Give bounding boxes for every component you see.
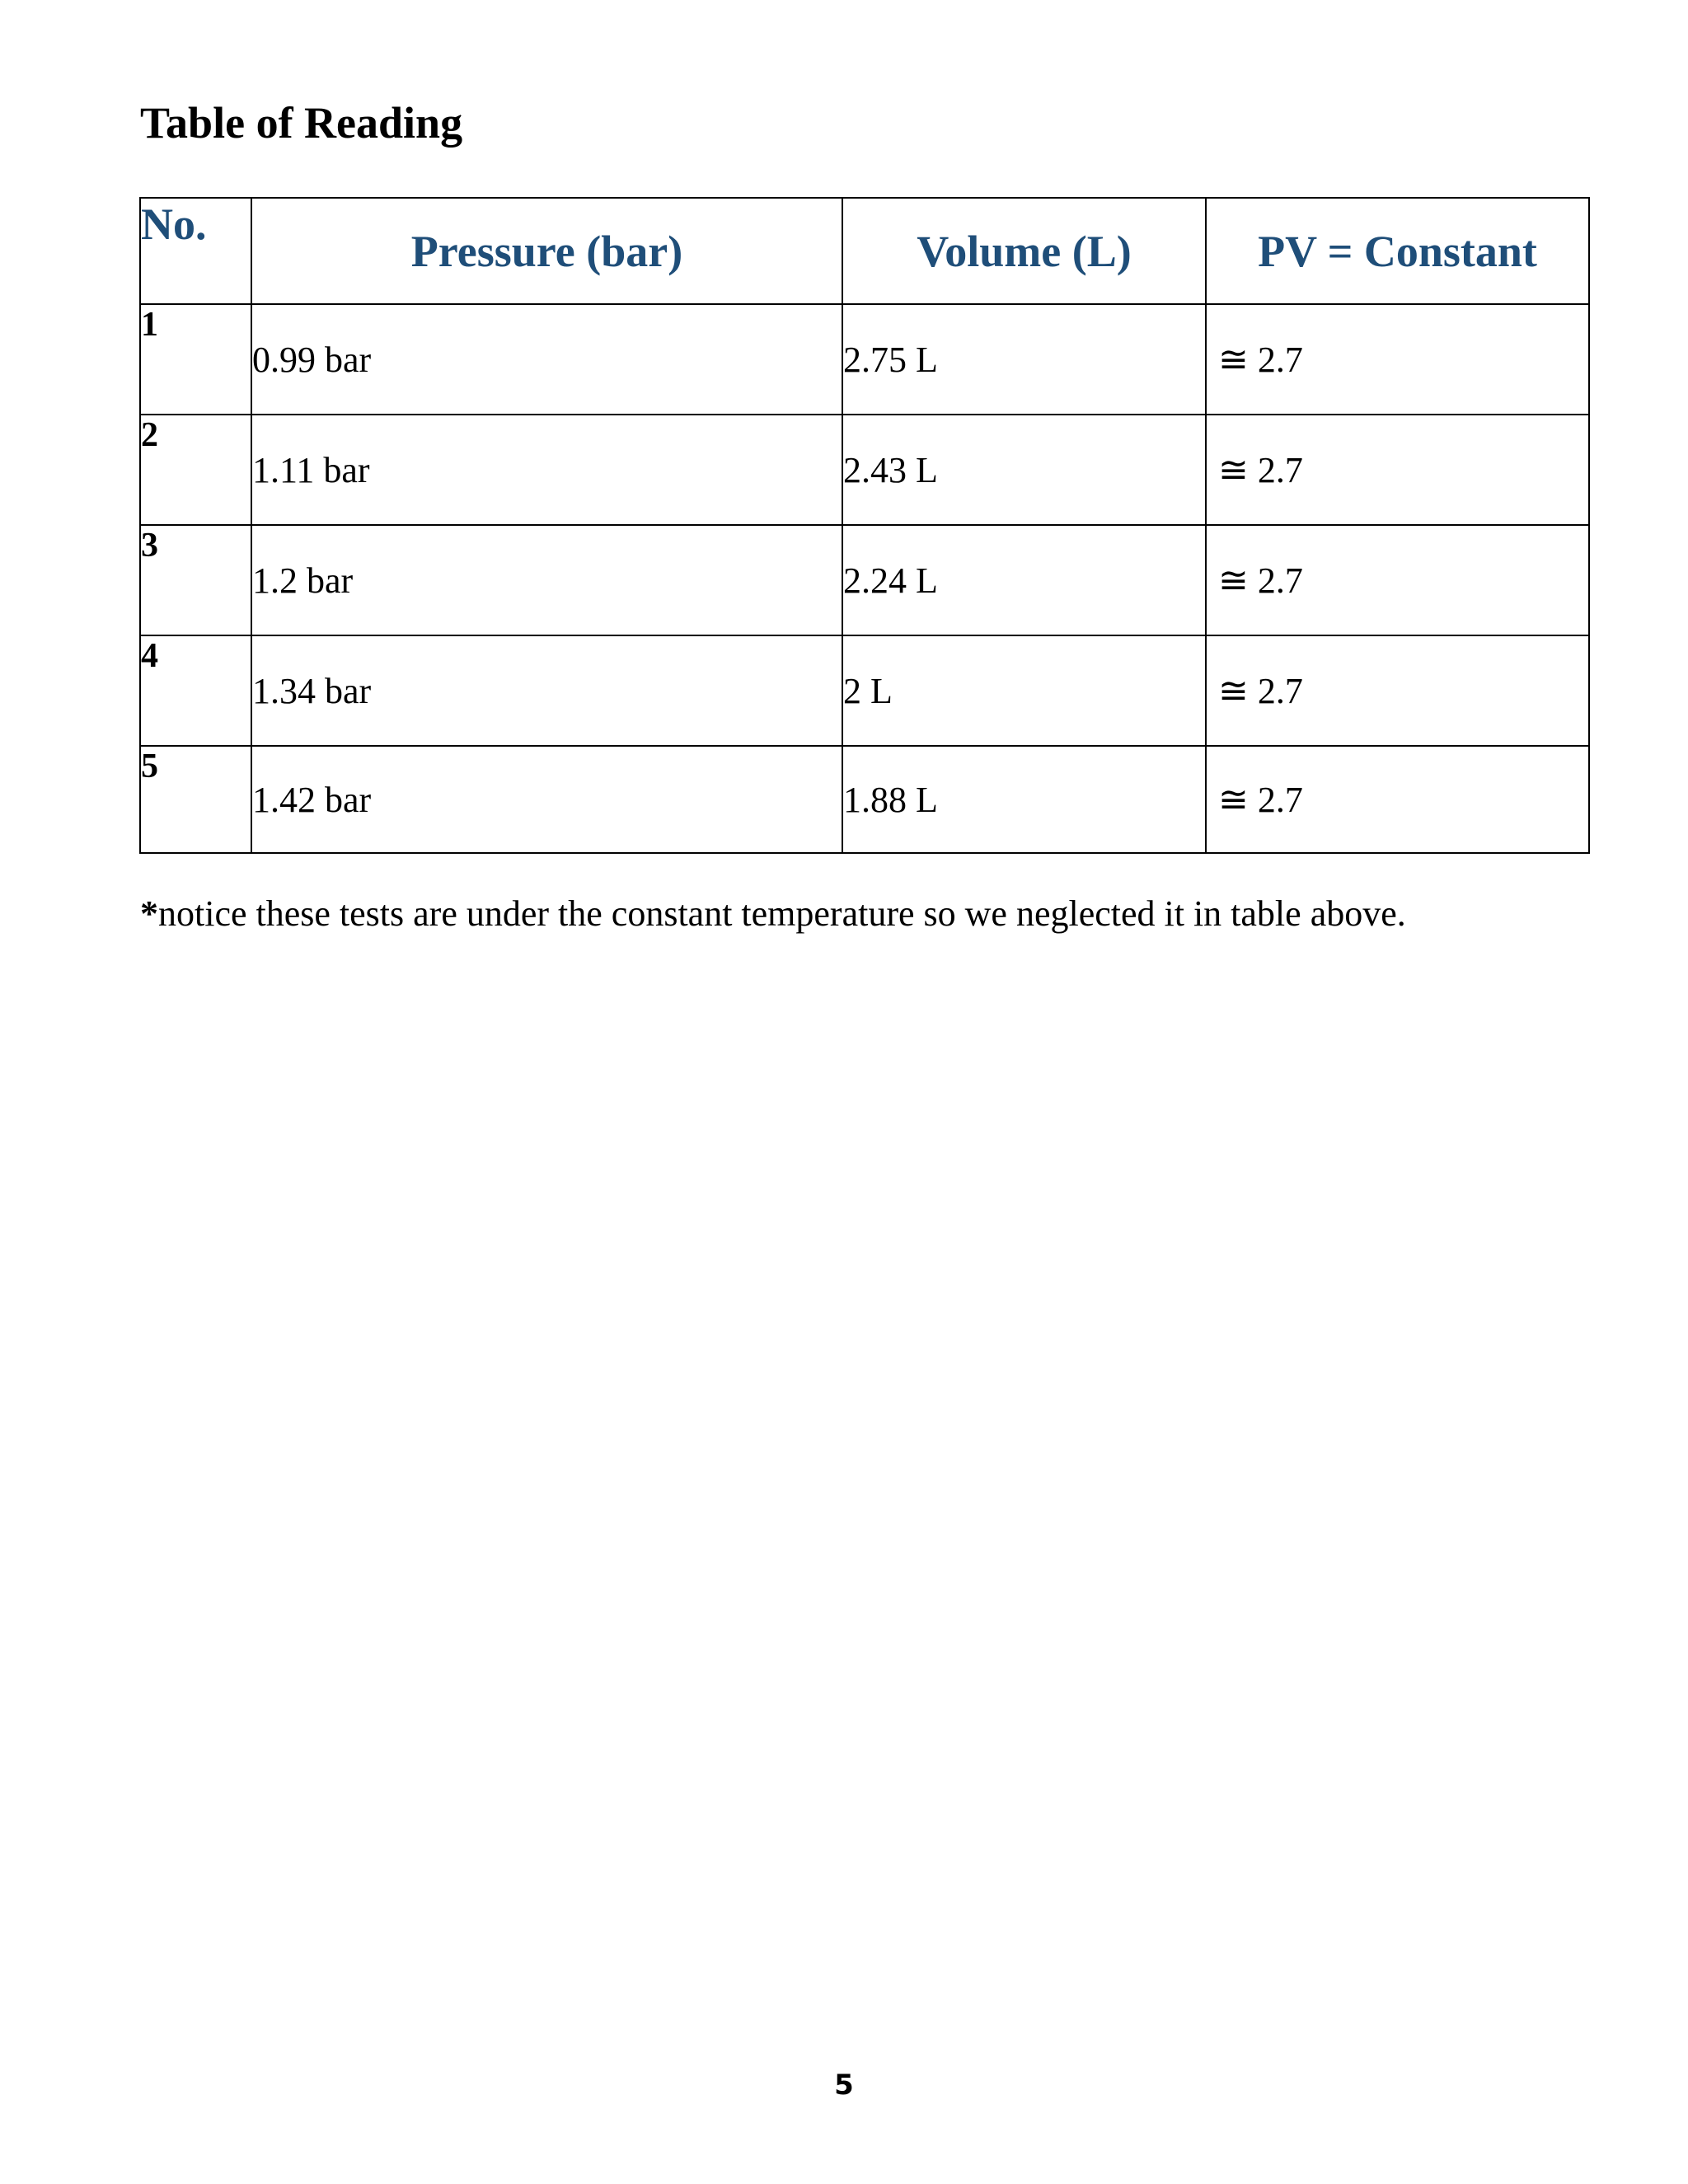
header-pv-constant: PV = Constant (1206, 198, 1589, 304)
footnote (140, 893, 1406, 936)
table-row (140, 525, 1589, 635)
row-number: 1 (140, 304, 251, 415)
pv-cell: ≅ 2.7 (1206, 635, 1589, 746)
header-volume: Volume (L) (842, 198, 1206, 304)
pv-cell: ≅ 2.7 (1206, 304, 1589, 415)
pressure-cell: 1.2 bar (251, 525, 842, 635)
table-header-row (140, 198, 1589, 304)
readings-table (139, 197, 1590, 854)
volume-cell: 2.43 L (842, 415, 1206, 525)
volume-cell: 2 L (842, 635, 1206, 746)
table-row (140, 304, 1589, 415)
pressure-cell: 1.11 bar (251, 415, 842, 525)
row-number: 4 (140, 635, 251, 746)
header-pressure: Pressure (bar) (251, 198, 842, 304)
row-number: 3 (140, 525, 251, 635)
volume-cell: 2.75 L (842, 304, 1206, 415)
pv-cell: ≅ 2.7 (1206, 746, 1589, 853)
pressure-cell: 0.99 bar (251, 304, 842, 415)
header-no: No. (140, 198, 251, 304)
pv-cell: ≅ 2.7 (1206, 525, 1589, 635)
pv-cell: ≅ 2.7 (1206, 415, 1589, 525)
volume-cell: 2.24 L (842, 525, 1206, 635)
row-number: 5 (140, 746, 251, 853)
table-row (140, 635, 1589, 746)
pressure-cell: 1.42 bar (251, 746, 842, 853)
section-heading: Table of Reading (140, 98, 463, 148)
table-row (140, 415, 1589, 525)
pressure-cell: 1.34 bar (251, 635, 842, 746)
table-row (140, 746, 1589, 853)
row-number: 2 (140, 415, 251, 525)
footnote-text: notice these tests are under the constant temperature so we neglected it in table above. (158, 893, 1406, 934)
volume-cell: 1.88 L (842, 746, 1206, 853)
footnote-marker: * (140, 893, 158, 934)
page-number: 5 (834, 2069, 854, 2102)
